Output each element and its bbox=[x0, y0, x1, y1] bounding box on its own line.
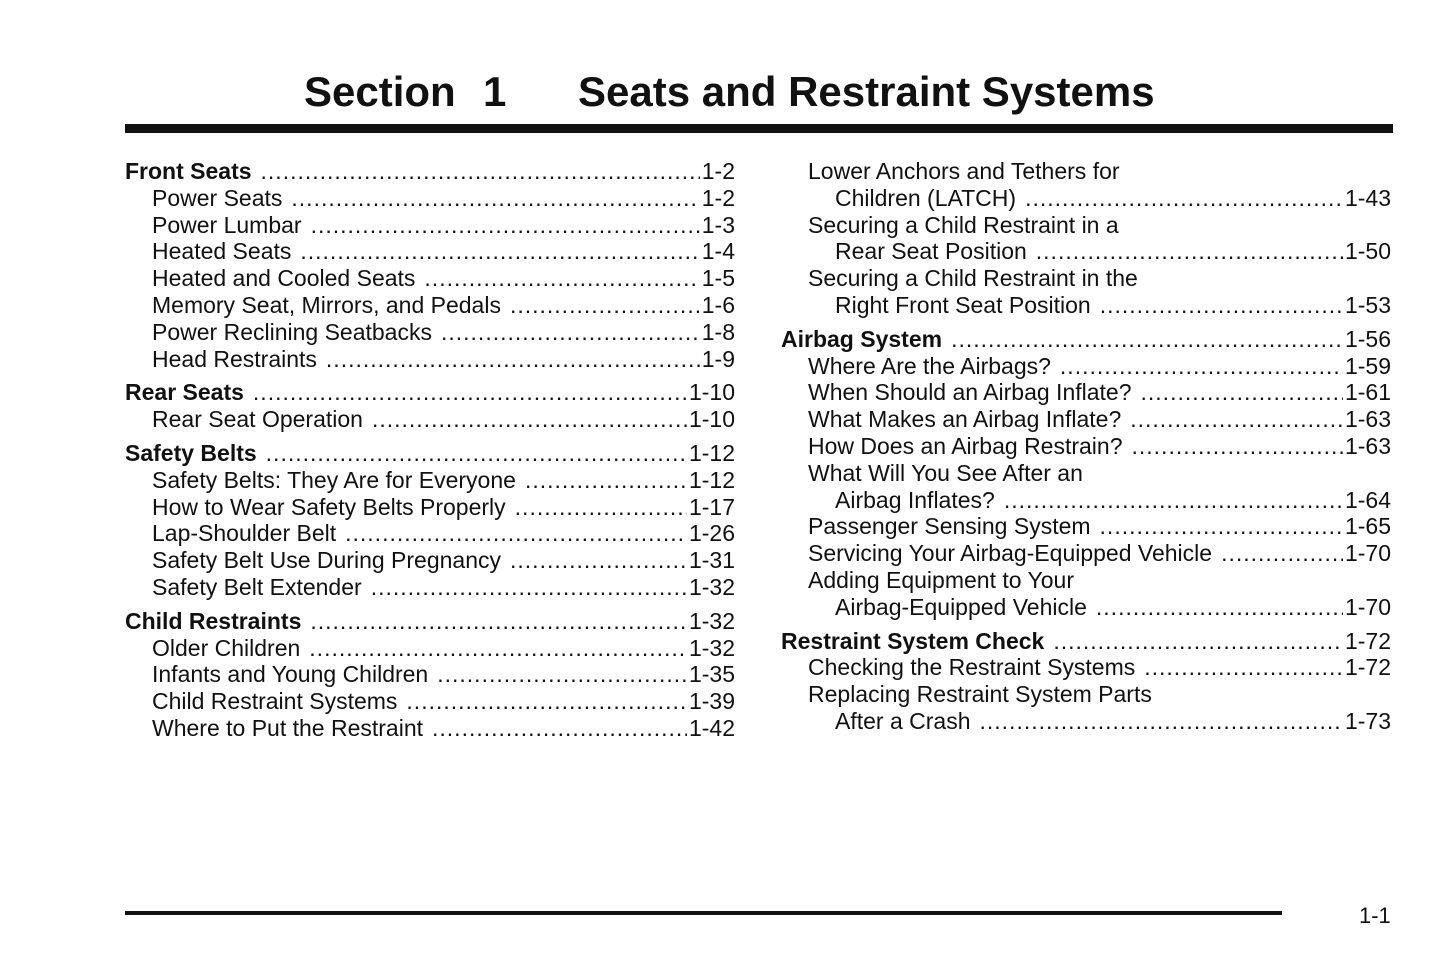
toc-label: Child Restraints bbox=[125, 607, 302, 634]
dot-leader bbox=[980, 708, 1343, 735]
toc-entry-where-to-put-the-restraint[interactable] bbox=[125, 715, 735, 742]
toc-page-number: 1-32 bbox=[688, 607, 735, 634]
toc-label: Rear Seats bbox=[125, 379, 244, 406]
toc-group bbox=[125, 158, 735, 372]
toc-entry-passenger-sensing-system[interactable] bbox=[781, 513, 1391, 540]
toc-page-number: 1-12 bbox=[688, 439, 735, 466]
toc-entry-how-does-an-airbag-restrain[interactable] bbox=[781, 433, 1391, 460]
toc-label: Front Seats bbox=[125, 158, 252, 184]
toc-group bbox=[125, 608, 735, 742]
toc-label: Securing a Child Restraint in a bbox=[808, 211, 1119, 238]
dot-leader bbox=[441, 319, 700, 346]
toc-page-number: 1-10 bbox=[688, 406, 735, 433]
dot-leader bbox=[311, 212, 700, 239]
toc-page-number: 1-63 bbox=[1344, 432, 1391, 459]
toc-entry-safety-belt-extender[interactable] bbox=[125, 574, 735, 601]
toc-entry-power-lumbar[interactable] bbox=[125, 212, 735, 239]
toc-page-number: 1-12 bbox=[688, 466, 735, 493]
toc-label: Heated Seats bbox=[152, 238, 292, 265]
toc-label: Securing a Child Restraint in the bbox=[808, 265, 1138, 292]
footer-divider bbox=[125, 911, 1282, 915]
dot-leader bbox=[406, 688, 687, 715]
toc-page-number: 1-3 bbox=[701, 211, 735, 238]
toc-entry-rear-seat-operation[interactable] bbox=[125, 406, 735, 433]
toc-right-column bbox=[781, 158, 1391, 742]
toc-entry-how-to-wear-safety-belts-properly[interactable] bbox=[125, 494, 735, 521]
toc-entry-heated-and-cooled-seats[interactable] bbox=[125, 265, 735, 292]
toc-label: Children (LATCH) bbox=[835, 184, 1017, 211]
toc-label: Power Lumbar bbox=[152, 211, 302, 238]
toc-page-number: 1-72 bbox=[1344, 627, 1391, 654]
toc-page-number: 1-2 bbox=[701, 184, 735, 211]
toc-entry-rear-seat-position[interactable] bbox=[781, 238, 1391, 265]
toc-page-number: 1-6 bbox=[701, 291, 735, 318]
toc-label: Airbag System bbox=[781, 325, 943, 352]
dot-leader bbox=[437, 661, 687, 688]
dot-leader bbox=[510, 547, 687, 574]
toc-label: Checking the Restraint Systems bbox=[808, 654, 1136, 681]
dot-leader bbox=[1060, 353, 1343, 380]
toc-page-number: 1-53 bbox=[1344, 291, 1391, 318]
toc-label: Safety Belts bbox=[125, 439, 257, 466]
dot-leader bbox=[1025, 185, 1343, 212]
toc-label: Adding Equipment to Your bbox=[808, 566, 1074, 593]
toc-label: Replacing Restraint System Parts bbox=[808, 681, 1152, 708]
toc-entry-checking-the-restraint-systems[interactable] bbox=[781, 654, 1391, 681]
toc-page-number: 1-70 bbox=[1344, 593, 1391, 620]
toc-page-number: 1-61 bbox=[1344, 379, 1391, 406]
toc-label: How Does an Airbag Restrain? bbox=[808, 432, 1123, 459]
toc-page-number: 1-65 bbox=[1344, 513, 1391, 540]
dot-leader bbox=[424, 265, 699, 292]
toc-entry-servicing-your-airbag-equipped-vehicle[interactable] bbox=[781, 540, 1391, 567]
dot-leader bbox=[291, 185, 699, 212]
dot-leader bbox=[1053, 628, 1343, 655]
toc-label: Lap-Shoulder Belt bbox=[152, 520, 337, 547]
toc-label: Rear Seat Position bbox=[835, 238, 1027, 265]
toc-label: Child Restraint Systems bbox=[152, 688, 398, 715]
toc-label: Infants and Young Children bbox=[152, 661, 429, 688]
toc-label: Where Are the Airbags? bbox=[808, 352, 1051, 379]
section-heading: Seats and Restraint Systems bbox=[578, 68, 1155, 115]
toc-page-number: 1-31 bbox=[688, 547, 735, 574]
dot-leader bbox=[432, 715, 687, 742]
dot-leader bbox=[1100, 292, 1343, 319]
toc-group bbox=[125, 440, 735, 601]
dot-leader bbox=[372, 406, 687, 433]
dot-leader bbox=[1141, 379, 1343, 406]
toc-page-number: 1-10 bbox=[688, 379, 735, 406]
toc-page-number: 1-56 bbox=[1344, 325, 1391, 352]
toc-page-number: 1-35 bbox=[688, 661, 735, 688]
toc-page-number: 1-59 bbox=[1344, 352, 1391, 379]
toc-page-number: 1-9 bbox=[701, 345, 735, 372]
toc-entry-airbag-inflates[interactable] bbox=[781, 487, 1391, 514]
toc-entry-where-are-the-airbags[interactable] bbox=[781, 353, 1391, 380]
toc-page-number: 1-32 bbox=[688, 573, 735, 600]
toc-page-number: 1-72 bbox=[1344, 654, 1391, 681]
toc-heading-front-seats[interactable] bbox=[125, 158, 735, 185]
toc-entry-child-restraint-systems[interactable] bbox=[125, 688, 735, 715]
toc-entry-infants-and-young-children[interactable] bbox=[125, 661, 735, 688]
toc-label: Head Restraints bbox=[152, 345, 317, 372]
toc-heading-safety-belts[interactable] bbox=[125, 440, 735, 467]
toc-entry-after-a-crash[interactable] bbox=[781, 708, 1391, 735]
dot-leader bbox=[951, 326, 1343, 353]
toc-group bbox=[781, 326, 1391, 621]
toc-entry-adding-equipment-to-your[interactable] bbox=[781, 567, 1391, 594]
toc-label: Memory Seat, Mirrors, and Pedals bbox=[152, 291, 501, 318]
toc-entry-safety-belts-they-are-for-everyone[interactable] bbox=[125, 467, 735, 494]
toc-entry-what-makes-an-airbag-inflate[interactable] bbox=[781, 406, 1391, 433]
toc-label: How to Wear Safety Belts Properly bbox=[152, 493, 506, 520]
toc-entry-power-reclining-seatbacks[interactable] bbox=[125, 319, 735, 346]
title-divider bbox=[125, 124, 1393, 133]
section-label: Section bbox=[304, 68, 456, 115]
dot-leader bbox=[1004, 487, 1343, 514]
toc-label: Airbag-Equipped Vehicle bbox=[835, 593, 1087, 620]
toc-page-number: 1-4 bbox=[701, 238, 735, 265]
toc-label: What Will You See After an bbox=[808, 459, 1083, 486]
toc-label: Power Reclining Seatbacks bbox=[152, 318, 432, 345]
toc-entry-when-should-an-airbag-inflate[interactable] bbox=[781, 379, 1391, 406]
toc-entry-replacing-restraint-system-parts[interactable] bbox=[781, 681, 1391, 708]
toc-label: Lower Anchors and Tethers for bbox=[808, 158, 1120, 184]
dot-leader bbox=[1130, 406, 1343, 433]
toc-entry-securing-a-child-restraint-in-a[interactable] bbox=[781, 212, 1391, 239]
toc-label: Power Seats bbox=[152, 184, 283, 211]
dot-leader bbox=[261, 158, 700, 185]
toc-entry-older-children[interactable] bbox=[125, 635, 735, 662]
dot-leader bbox=[1221, 540, 1343, 567]
toc-page-number: 1-42 bbox=[688, 714, 735, 741]
dot-leader bbox=[345, 520, 687, 547]
toc-heading-rear-seats[interactable] bbox=[125, 379, 735, 406]
toc-entry-power-seats[interactable] bbox=[125, 185, 735, 212]
toc-label: Safety Belt Use During Pregnancy bbox=[152, 547, 502, 574]
toc-entry-securing-a-child-restraint-in-the[interactable] bbox=[781, 265, 1391, 292]
section-number: 1 bbox=[483, 68, 507, 115]
toc-page-number: 1-70 bbox=[1344, 540, 1391, 567]
toc-label: Safety Belt Extender bbox=[152, 573, 362, 600]
toc-page-number: 1-32 bbox=[688, 634, 735, 661]
toc-page-number: 1-50 bbox=[1344, 238, 1391, 265]
dot-leader bbox=[309, 635, 687, 662]
toc-group bbox=[125, 379, 735, 433]
dot-leader bbox=[310, 608, 687, 635]
dot-leader bbox=[371, 574, 687, 601]
toc-page-number: 1-73 bbox=[1344, 707, 1391, 734]
dot-leader bbox=[515, 494, 687, 521]
toc-label: Right Front Seat Position bbox=[835, 291, 1091, 318]
dot-leader bbox=[525, 467, 687, 494]
toc-label: When Should an Airbag Inflate? bbox=[808, 379, 1132, 406]
toc-label: What Makes an Airbag Inflate? bbox=[808, 406, 1122, 433]
toc-label: Passenger Sensing System bbox=[808, 513, 1091, 540]
toc-page-number: 1-26 bbox=[688, 520, 735, 547]
toc-heading-child-restraints[interactable] bbox=[125, 608, 735, 635]
toc-page-number: 1-17 bbox=[688, 493, 735, 520]
toc-page-number: 1-64 bbox=[1344, 486, 1391, 513]
toc-entry-lap-shoulder-belt[interactable] bbox=[125, 520, 735, 547]
toc-label: Heated and Cooled Seats bbox=[152, 265, 416, 292]
toc-entry-memory-seat-mirrors-and-pedals[interactable] bbox=[125, 292, 735, 319]
toc-page-number: 1-63 bbox=[1344, 406, 1391, 433]
dot-leader bbox=[1100, 513, 1343, 540]
toc-page-number: 1-39 bbox=[688, 688, 735, 715]
dot-leader bbox=[1036, 238, 1343, 265]
toc-label: Airbag Inflates? bbox=[835, 486, 995, 513]
dot-leader bbox=[326, 346, 700, 373]
toc-label: After a Crash bbox=[835, 707, 971, 734]
dot-leader bbox=[1144, 654, 1343, 681]
section-title bbox=[0, 66, 1445, 118]
toc-left-column bbox=[125, 158, 735, 749]
toc-page-number: 1-2 bbox=[701, 158, 735, 184]
toc-page-number: 1-8 bbox=[701, 318, 735, 345]
toc-page-number: 1-5 bbox=[701, 265, 735, 292]
toc-entry-right-front-seat-position[interactable] bbox=[781, 292, 1391, 319]
toc-entry-safety-belt-use-during-pregnancy[interactable] bbox=[125, 547, 735, 574]
toc-group bbox=[781, 628, 1391, 735]
toc-entry-airbag-equipped-vehicle[interactable] bbox=[781, 594, 1391, 621]
toc-heading-restraint-system-check[interactable] bbox=[781, 628, 1391, 655]
toc-entry-lower-anchors-and-tethers-for[interactable] bbox=[781, 158, 1391, 185]
toc-label: Rear Seat Operation bbox=[152, 406, 363, 433]
dot-leader bbox=[300, 238, 699, 265]
toc-label: Servicing Your Airbag-Equipped Vehicle bbox=[808, 540, 1213, 567]
dot-leader bbox=[266, 440, 687, 467]
dot-leader bbox=[1096, 594, 1343, 621]
toc-page-number: 1-43 bbox=[1344, 184, 1391, 211]
toc-entry-what-will-you-see-after-an[interactable] bbox=[781, 460, 1391, 487]
toc-heading-airbag-system[interactable] bbox=[781, 326, 1391, 353]
dot-leader bbox=[1132, 433, 1343, 460]
toc-label: Older Children bbox=[152, 634, 301, 661]
toc-group bbox=[781, 158, 1391, 319]
toc-label: Restraint System Check bbox=[781, 627, 1045, 654]
toc-entry-heated-seats[interactable] bbox=[125, 238, 735, 265]
dot-leader bbox=[510, 292, 700, 319]
toc-entry-children-latch[interactable] bbox=[781, 185, 1391, 212]
toc-entry-head-restraints[interactable] bbox=[125, 346, 735, 373]
dot-leader bbox=[253, 379, 687, 406]
toc-label: Where to Put the Restraint bbox=[152, 714, 424, 741]
page-number: 1-1 bbox=[1359, 903, 1391, 928]
toc-label: Safety Belts: They Are for Everyone bbox=[152, 466, 516, 493]
